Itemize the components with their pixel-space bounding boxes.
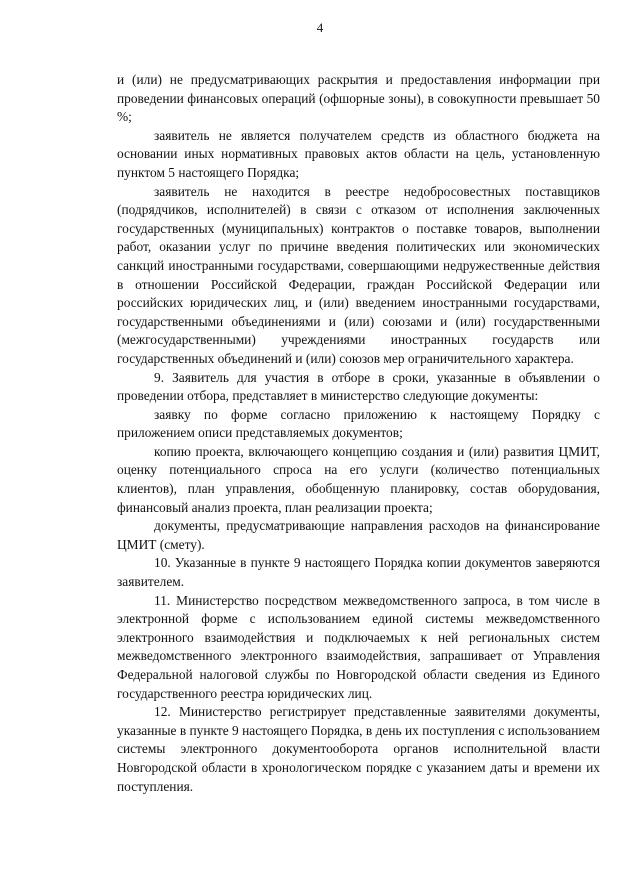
paragraph: 9. Заявитель для участия в отборе в сроки, указанные в объявлении о проведении отбора, представляет в министерство следующие документы:	[117, 369, 600, 404]
paragraph: копию проекта, включающего концепцию создания и (или) развития ЦМИТ, оценку потенциального спроса на его услуги (количество потенциальных клиентов), план управления, обобщенную планировку, состав оборудования, финансовый анализ проекта, план реализации проекта;	[117, 443, 600, 515]
paragraph: заявитель не является получателем средств из областного бюджета на основании иных нормативных правовых актов области на цель, установленную пунктом 5 настоящего Порядка;	[117, 127, 600, 180]
paragraph: 10. Указанные в пункте 9 настоящего Порядка копии документов заверяются заявителем.	[117, 555, 600, 590]
page-number: 4	[316, 20, 324, 35]
paragraph: документы, предусматривающие направления расходов на финансирование ЦМИТ (смету).	[117, 518, 600, 552]
paragraph: 12. Министерство регистрирует представленные заявителями документы, указанные в пункте 9 настоящего Порядка, в день их поступления с использованием системы электронного документооборота органов исполнительной власти Новгородской области в хронологическом порядке с указанием даты и времени их поступления.	[117, 704, 600, 794]
paragraph: заявку по форме согласно приложению к настоящему Порядку с приложением описи представляемых документов;	[117, 406, 600, 441]
body-text	[117, 71, 600, 796]
paragraph: 11. Министерство посредством межведомственного запроса, в том числе в электронной форме с использованием единой системы межведомственного электронного взаимодействия и подключаемых к ней региональных систем межведомственного электронного взаимодействия, запрашивает от Управления Федеральной налоговой службы по Новгородской области сведения из Единого государственного реестра юридических лиц.	[117, 592, 600, 701]
paragraph: и (или) не предусматривающих раскрытия и предоставления информации при проведении финансовых операций (офшорные зоны), в совокупности превышает 50 %;	[117, 72, 600, 125]
paragraph: заявитель не находится в реестре недобросовестных поставщиков (подрядчиков, исполнителей) в связи с отказом от исполнения заключенных государственных (муниципальных) контрактов о поставке товаров, выполнении работ, оказании услуг по причине введения политических или экономических санкций иностранными государствами, совершающими недружественные действия в отношении Российской Федерации, граждан Российской Федерации или российских юридических лиц, и (или) введением иностранными государствами, государственными объединениями и (или) союзами и (или) государственными (межгосударственными) учреждениями иностранных государств или государственных объединений и (или) союзов мер ограничительного характера.	[117, 183, 600, 366]
